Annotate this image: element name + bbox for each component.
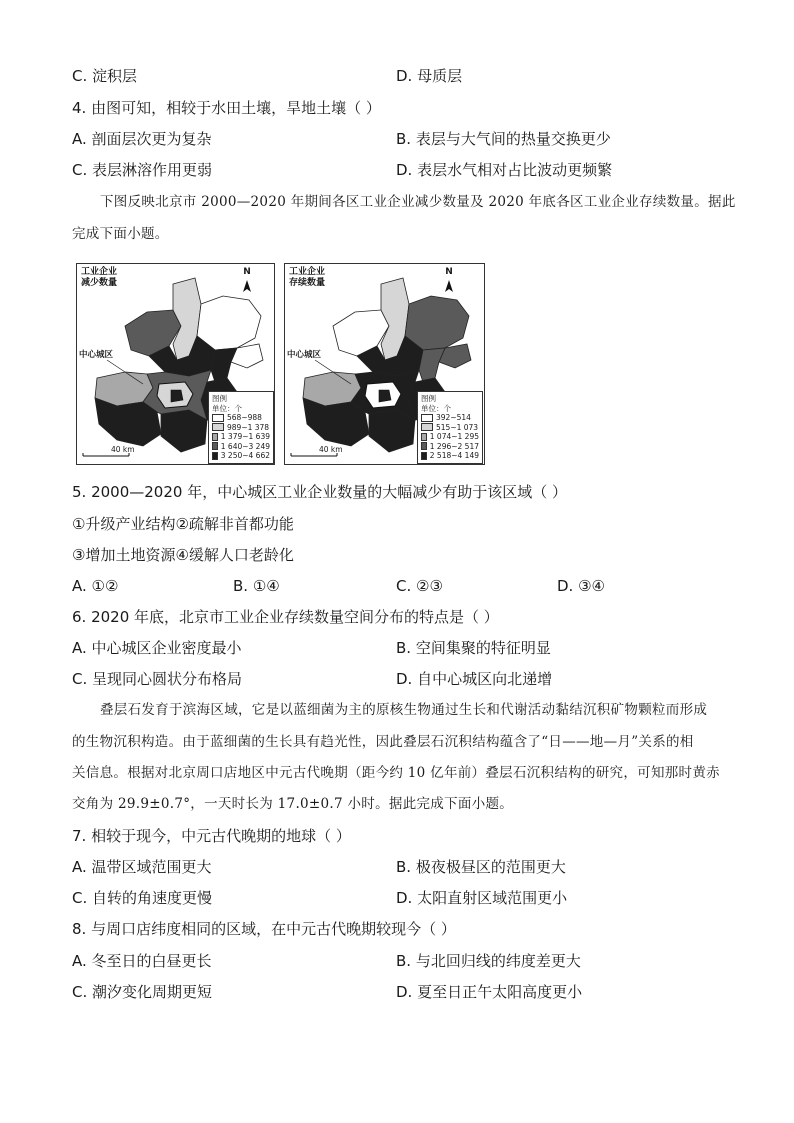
intro-stromatolite-line2: 的生物沉积构造。由于蓝细菌的生长具有趋光性，因此叠层石沉积结构蕴含了“日——地—月”关系的相 — [72, 734, 694, 750]
legend-swatch — [212, 423, 224, 431]
region-core-center — [171, 390, 183, 402]
legend-unit: 单位：个 — [212, 403, 242, 413]
legend-swatch — [212, 452, 218, 460]
q5-option-d[interactable]: D. ③④ — [557, 577, 605, 595]
q5-option-c[interactable]: C. ②③ — [396, 577, 443, 595]
legend-item: 989~1 378 — [227, 422, 270, 432]
q7-option-d[interactable]: D. 太阳直射区域范围更小 — [396, 889, 568, 907]
q8-option-d[interactable]: D. 夏至日正午太阳高度更小 — [396, 983, 583, 1001]
q7-option-a[interactable]: A. 温带区域范围更大 — [72, 858, 212, 876]
q6-option-d[interactable]: D. 自中心城区向北递增 — [396, 670, 553, 688]
q4-stem: 4. 由图可知，相较于水田土壤，旱地土壤（ ） — [72, 99, 381, 117]
legend-swatch — [421, 452, 427, 460]
q5-statements-2: ③增加土地资源④缓解人口老龄化 — [72, 546, 294, 564]
q8-option-b[interactable]: B. 与北回归线的纬度差更大 — [396, 952, 581, 970]
map-right-north-label: N — [445, 267, 453, 277]
legend-item: 568~988 — [227, 413, 262, 422]
map-right-title: 工业企业 存续数量 — [289, 267, 326, 288]
legend-item: 515~1 073 — [436, 422, 479, 432]
q4-option-c[interactable]: C. 表层淋溶作用更弱 — [72, 161, 213, 179]
q4-option-d[interactable]: D. 表层水气相对占比波动更频繁 — [396, 161, 613, 179]
legend-item: 1 296~2 517 — [429, 441, 479, 451]
legend-swatch — [421, 423, 433, 431]
intro-stromatolite-line3: 关信息。根据对北京周口店地区中元古代晚期（距今约 10 亿年前）叠层石沉积结构的研究，可知那时黄赤 — [72, 765, 720, 781]
region-miyun — [197, 296, 261, 350]
q8-option-c[interactable]: C. 潮汐变化周期更短 — [72, 983, 213, 1001]
q8-stem: 8. 与周口店纬度相同的区域，在中元古代晚期较现今（ ） — [72, 920, 456, 938]
q3-option-c[interactable]: C. 淀积层 — [72, 67, 138, 85]
intro-stromatolite-line1: 叠层石发育于滨海区域，它是以蓝细菌为主的原核生物通过生长和代谢活动黏结沉积矿物颗粒而形成 — [100, 702, 708, 718]
region-miyun — [405, 296, 469, 350]
q4-option-a[interactable]: A. 剖面层次更为复杂 — [72, 130, 212, 148]
legend-title: 图例 — [212, 394, 227, 403]
map-right-city-label: 中心城区 — [287, 350, 322, 360]
intro-maps-line2: 完成下面小题。 — [72, 226, 169, 242]
q7-option-b[interactable]: B. 极夜极昼区的范围更大 — [396, 858, 566, 876]
map-left-scale: 40 km — [111, 445, 135, 454]
legend-unit: 单位：个 — [421, 403, 451, 413]
legend-item: 392~514 — [436, 413, 471, 422]
region-core-center — [379, 390, 391, 402]
map-left-legend — [208, 391, 274, 464]
map-left-city-label: 中心城区 — [79, 350, 114, 360]
q6-option-c[interactable]: C. 呈现同心圆状分布格局 — [72, 670, 243, 688]
region-shunyi — [211, 348, 237, 382]
legend-item: 3 250~4 662 — [220, 451, 270, 460]
q6-stem: 6. 2020 年底，北京市工业企业存续数量空间分布的特点是（ ） — [72, 608, 499, 626]
q5-statements-1: ①升级产业结构②疏解非首都功能 — [72, 515, 294, 533]
legend-swatch — [212, 433, 218, 441]
legend-item: 1 074~1 295 — [429, 432, 479, 441]
q7-stem: 7. 相较于现今，中元古代晚期的地球（ ） — [72, 827, 351, 845]
q4-option-b[interactable]: B. 表层与大气间的热量交换更少 — [396, 130, 611, 148]
q6-option-b[interactable]: B. 空间集聚的特征明显 — [396, 639, 551, 657]
map-left-title: 工业企业 减少数量 — [81, 267, 118, 288]
map-right-scale: 40 km — [319, 445, 343, 454]
q5-stem: 5. 2000—2020 年，中心城区工业企业数量的大幅减少有助于该区域（ ） — [72, 483, 567, 501]
map-right-legend — [417, 391, 483, 464]
legend-swatch — [421, 442, 427, 450]
north-arrow-icon — [445, 280, 453, 292]
map-left-north-label: N — [243, 267, 251, 277]
legend-swatch — [421, 414, 433, 422]
legend-swatch — [421, 433, 427, 441]
q3-option-d[interactable]: D. 母质层 — [396, 67, 463, 85]
map-industrial-remaining — [284, 263, 485, 465]
q5-option-a[interactable]: A. ①② — [72, 577, 119, 595]
intro-maps-line1: 下图反映北京市 2000—2020 年期间各区工业企业减少数量及 2020 年底各区工业企业存续数量。据此 — [100, 194, 736, 210]
legend-item: 1 379~1 639 — [220, 432, 270, 441]
region-yanqing — [125, 310, 181, 356]
legend-swatch — [212, 414, 224, 422]
north-arrow-icon — [243, 280, 251, 292]
region-shunyi — [419, 348, 445, 382]
q8-option-a[interactable]: A. 冬至日的白昼更长 — [72, 952, 212, 970]
legend-title: 图例 — [421, 394, 436, 403]
region-yanqing — [333, 310, 389, 356]
q6-option-a[interactable]: A. 中心城区企业密度最小 — [72, 639, 242, 657]
q7-option-c[interactable]: C. 自转的角速度更慢 — [72, 889, 213, 907]
legend-swatch — [212, 442, 218, 450]
q5-option-b[interactable]: B. ①④ — [233, 577, 280, 595]
map-industrial-decrease — [76, 263, 275, 465]
legend-item: 2 518~4 149 — [429, 451, 479, 460]
legend-item: 1 640~3 249 — [220, 441, 270, 451]
intro-stromatolite-line4: 交角为 29.9±0.7°，一天时长为 17.0±0.7 小时。据此完成下面小题。 — [72, 796, 514, 812]
